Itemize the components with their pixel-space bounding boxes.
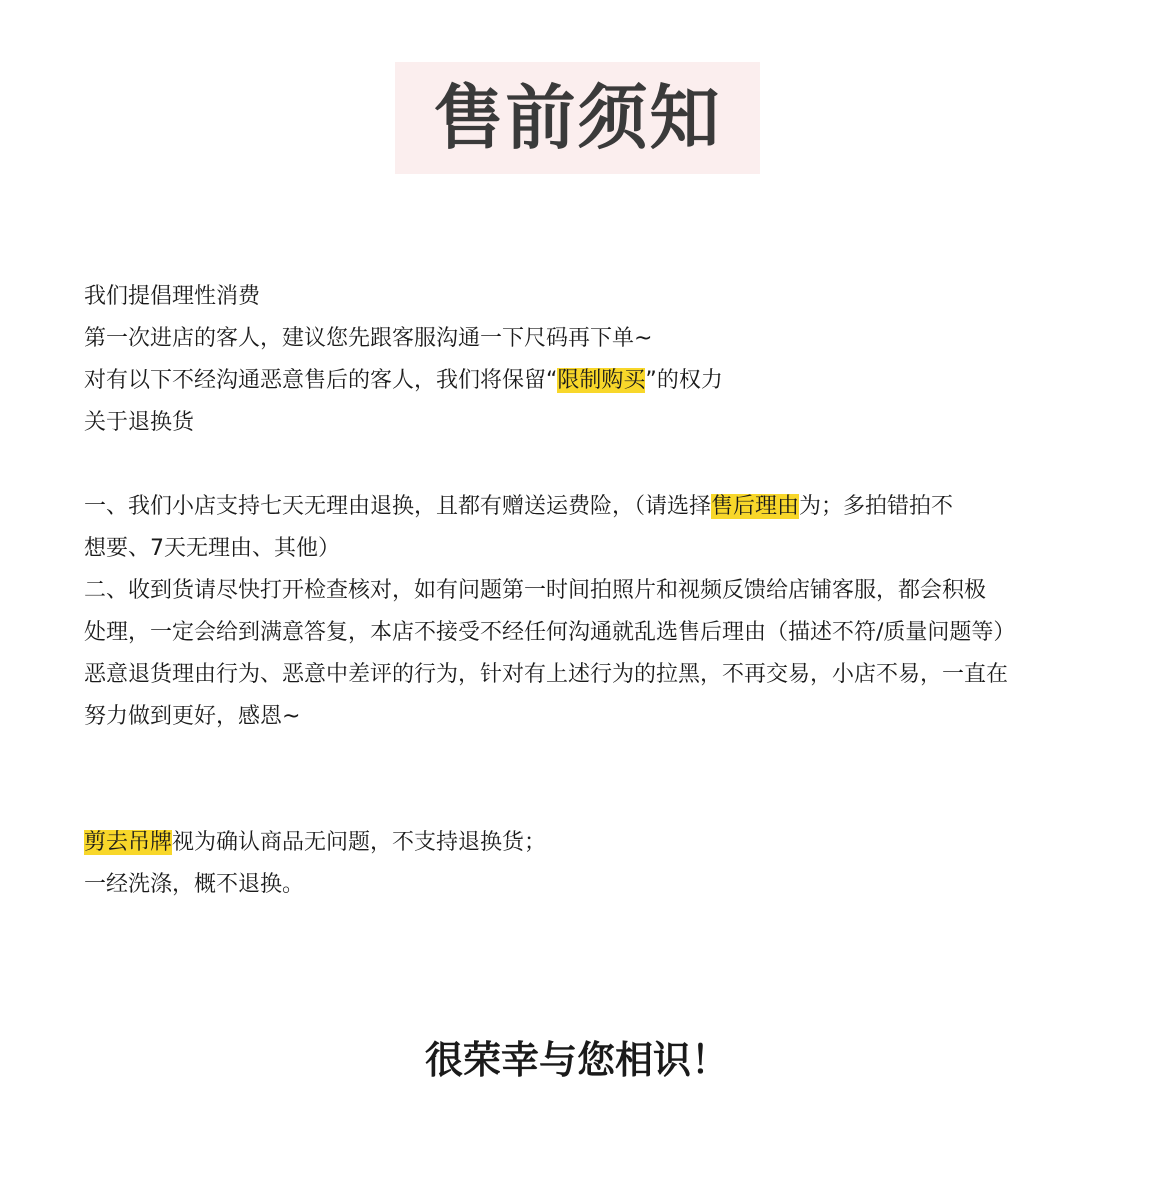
closing-message: 很荣幸与您相识！ [424, 1037, 729, 1082]
notice-line-returns-heading: 关于退换货 [84, 410, 195, 435]
rule-two-line-1: 二、收到货请尽快打开检查核对，如有问题第一时间拍照片和视频反馈给店铺客服，都会积极 [84, 578, 987, 603]
policy-tag-highlight: 剪去吊牌 [84, 830, 173, 855]
policy-line-wash: 一经洗涤，概不退换。 [84, 872, 305, 897]
tag-policy-section [84, 822, 1104, 906]
restriction-text-before: 对有以下不经沟通恶意售后的客人，我们将保留“ [84, 368, 558, 393]
page-title: 售前须知 [433, 76, 722, 159]
notice-line-rational: 我们提倡理性消费 [84, 284, 261, 309]
notice-section [84, 276, 1104, 738]
rule-one-after: 为；多拍错拍不 [799, 494, 954, 519]
rule-two-line-3: 恶意退货理由行为、恶意中差评的行为，针对有上述行为的拉黑，不再交易，小店不易，一直在 [84, 662, 1009, 687]
rule-two-line-4: 努力做到更好，感恩~ [84, 704, 301, 729]
rule-one-highlight: 售后理由 [711, 494, 800, 519]
notice-line-first-visit: 第一次进店的客人，建议您先跟客服沟通一下尺码再下单~ [84, 326, 653, 351]
policy-tag-text: 视为确认商品无问题，不支持退换货； [172, 830, 547, 855]
rule-two-line-2: 处理，一定会给到满意答复，本店不接受不经任何沟通就乱选售后理由（描述不符/质量问题等） [84, 620, 1016, 645]
title-banner [395, 62, 760, 174]
rule-one-line [84, 486, 1104, 528]
spacer [84, 444, 1104, 486]
rule-one-continuation: 想要、7天无理由、其他） [84, 536, 340, 561]
policy-line-tag [84, 822, 1104, 864]
restriction-highlight: 限制购买 [557, 368, 646, 393]
rule-one-before: 一、我们小店支持七天无理由退换，且都有赠送运费险，（请选择 [84, 494, 712, 519]
restriction-text-after: ”的权力 [645, 368, 723, 393]
notice-line-restriction [84, 360, 1104, 402]
